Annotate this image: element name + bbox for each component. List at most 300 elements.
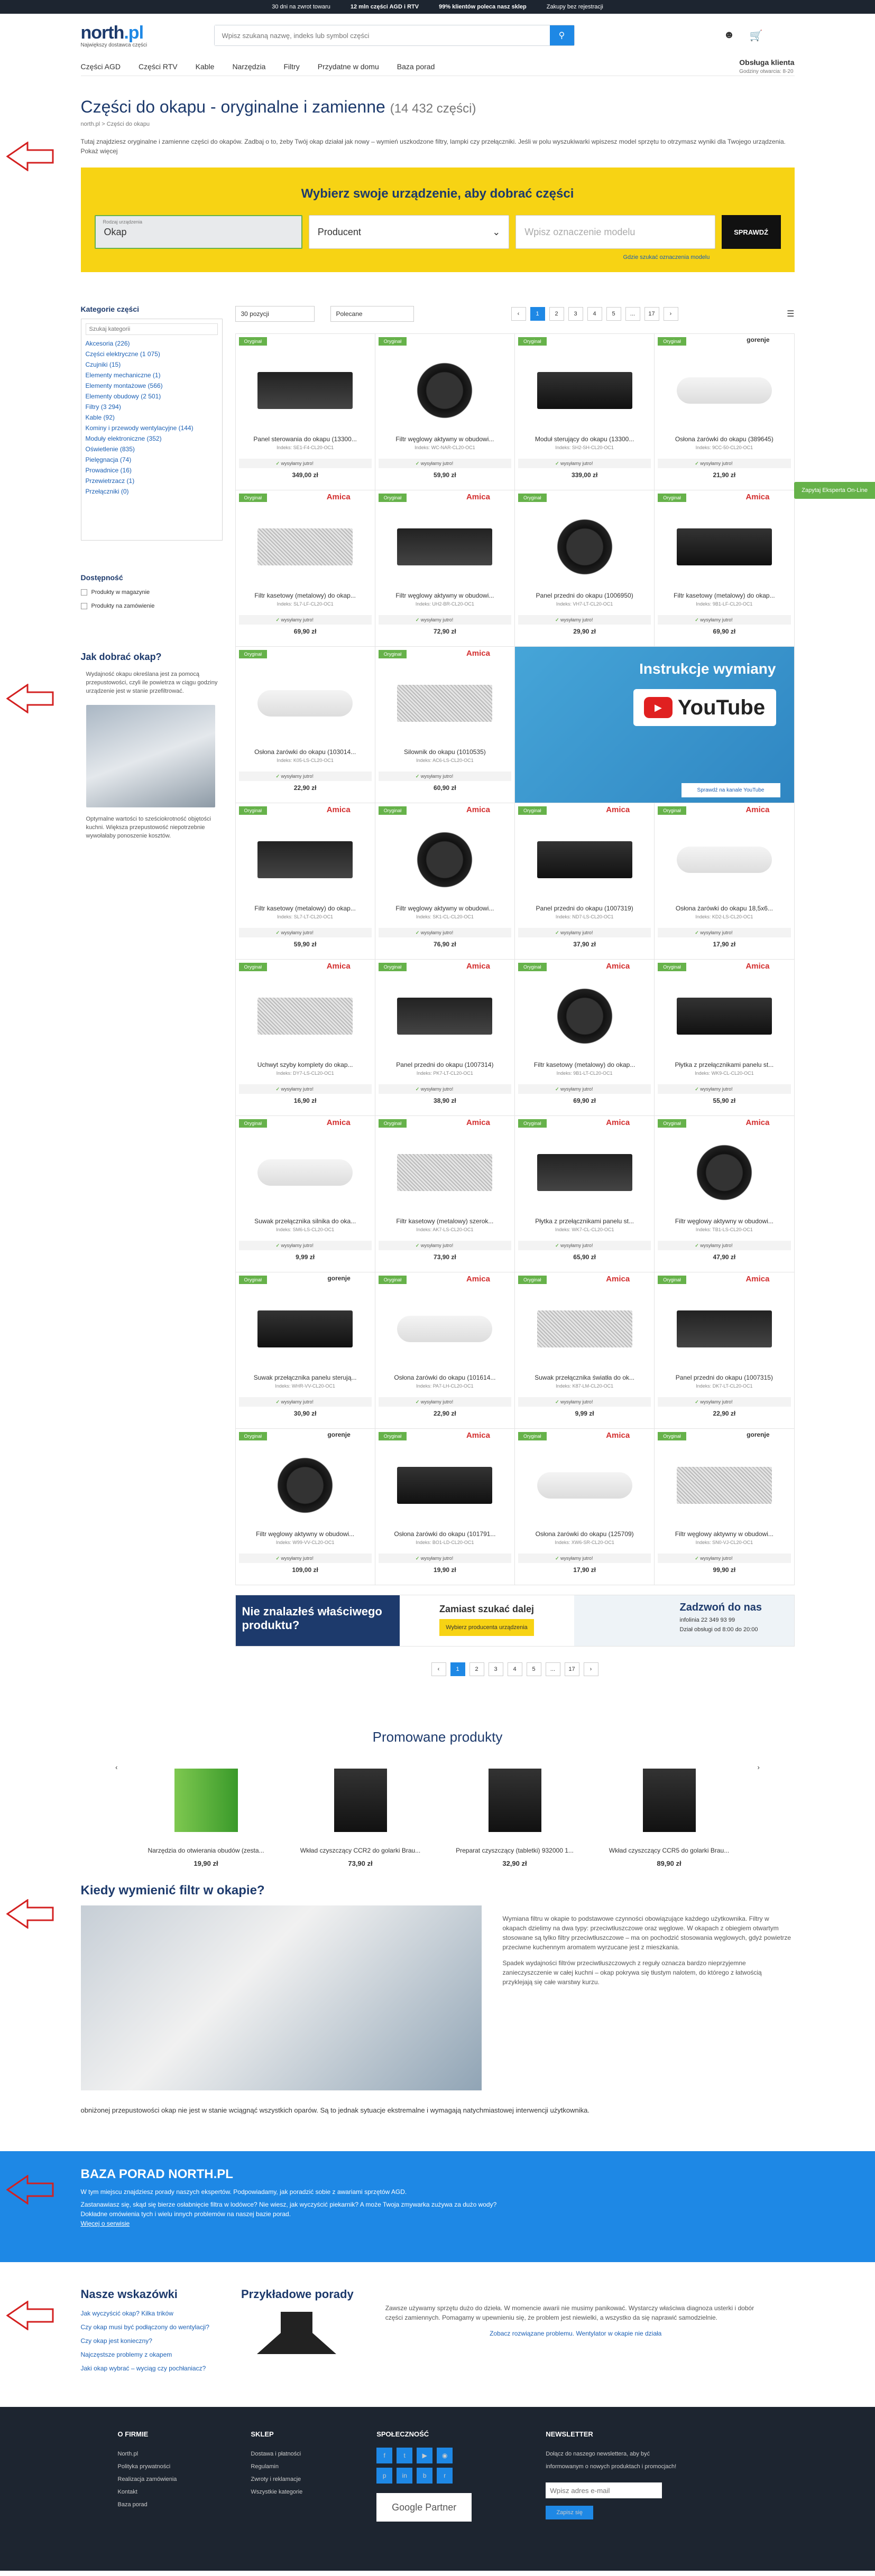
promoted-product-card[interactable] (294, 1763, 427, 1867)
phone-number[interactable]: infolinia 22 349 93 99 (679, 1617, 735, 1623)
product-image[interactable] (244, 820, 366, 899)
original-badge: Oryginał (518, 337, 547, 346)
product-card[interactable] (236, 1272, 375, 1429)
not-found-banner (235, 1595, 795, 1647)
product-card[interactable] (375, 1272, 515, 1429)
original-badge: Oryginał (239, 337, 268, 346)
check-icon: ✓ (695, 461, 701, 466)
footer-link[interactable]: Zwroty i reklamacje (251, 2476, 301, 2482)
product-card[interactable] (655, 334, 794, 490)
expert-chat-button[interactable]: Zapytaj Eksperta On-Line (794, 482, 875, 499)
brand-logo: Amica (466, 649, 490, 658)
product-name[interactable]: Płytka z przełącznikami panelu st... (675, 1061, 774, 1068)
facebook-icon[interactable]: f (376, 2448, 392, 2463)
tip-link[interactable]: Czy okap jest konieczny? (80, 2337, 152, 2345)
play-icon: ▶ (644, 697, 673, 718)
nav-item-filtry[interactable]: Filtry (283, 62, 300, 71)
product-image[interactable] (384, 1289, 506, 1369)
product-name[interactable]: Filtr kasetowy (metalowy) do okap... (674, 592, 775, 599)
product-name[interactable]: Osłona żarówki do okapu (101614... (394, 1374, 496, 1381)
product-name[interactable]: Osłona żarówki do okapu (101791... (394, 1530, 496, 1538)
product-name[interactable]: Filtr kasetowy (metalowy) szerok... (396, 1217, 494, 1225)
footer-link[interactable]: North.pl (117, 2451, 139, 2457)
product-image[interactable] (523, 1133, 646, 1212)
category-item[interactable]: Kominy i przewody wentylacyjne (144) (85, 424, 194, 432)
product-index-value: KD2-LS-CL20-OC1 (712, 914, 753, 919)
product-card[interactable] (655, 1272, 794, 1429)
product-index: Indeks: SN0-VJ-CL20-OC1 (695, 1540, 753, 1545)
topbar-item: 99% klientów poleca nasz sklep (439, 4, 527, 10)
product-name[interactable]: Silownik do okapu (1010535) (403, 748, 486, 756)
product-card[interactable] (655, 490, 794, 647)
page-button[interactable]: 5 (527, 1662, 541, 1676)
page-button[interactable]: ... (625, 307, 640, 321)
tips-title: Nasze wskazówki (80, 2287, 178, 2301)
product-shape (257, 1159, 353, 1186)
availability-label: wysyłamy jutro! (281, 1086, 314, 1092)
arrow-annotation (6, 142, 54, 171)
product-shape (257, 690, 353, 717)
brand-logo: Amica (745, 492, 770, 501)
product-name[interactable]: Panel przedni do okapu (1007314) (396, 1061, 494, 1068)
product-name[interactable]: Osłona żarówki do okapu (125709) (535, 1530, 634, 1538)
page-button[interactable]: 2 (469, 1662, 484, 1676)
list-view-icon[interactable]: ☰ (787, 310, 795, 319)
promoted-product-image (603, 1763, 735, 1837)
page-button[interactable]: 5 (606, 307, 621, 321)
product-image[interactable] (384, 507, 506, 587)
pinterest-icon[interactable]: p (376, 2468, 392, 2484)
product-card[interactable] (375, 490, 515, 647)
product-image[interactable] (523, 507, 646, 587)
check-icon: ✓ (275, 774, 281, 779)
per-page-select[interactable]: 30 pozycji (235, 306, 315, 322)
availability-info (379, 1554, 511, 1563)
newsletter-email-input[interactable] (546, 2482, 662, 2498)
product-card[interactable] (515, 1116, 655, 1272)
promoted-product-card[interactable] (449, 1763, 581, 1867)
product-card[interactable] (236, 803, 375, 960)
product-image[interactable] (384, 1446, 506, 1525)
original-badge: Oryginał (379, 494, 407, 502)
category-item[interactable]: Kable (92) (85, 414, 115, 421)
product-index-value: DY7-LS-CL20-OC1 (293, 1071, 334, 1076)
availability-label: wysyłamy jutro! (700, 1399, 733, 1405)
footer-link[interactable]: Realizacja zamówienia (117, 2476, 177, 2482)
footer-link[interactable]: Wszystkie kategorie (251, 2489, 303, 2495)
original-badge: Oryginał (379, 963, 407, 971)
prev-page-icon[interactable]: ‹ (431, 1662, 446, 1676)
availability-info (518, 615, 651, 625)
product-image[interactable] (663, 1133, 785, 1212)
product-card[interactable] (236, 334, 375, 490)
footer (0, 2407, 875, 2571)
product-card[interactable] (515, 334, 655, 490)
product-name[interactable]: Płytka z przełącznikami panelu st... (535, 1217, 634, 1225)
original-badge: Oryginał (518, 1119, 547, 1128)
product-index-value: XW6-SR-CL20-OC1 (571, 1540, 614, 1545)
pagination (511, 307, 678, 321)
availability-info (658, 1554, 790, 1563)
product-image[interactable] (244, 351, 366, 430)
check-button[interactable]: SPRAWDŹ (722, 215, 781, 249)
page-button[interactable]: 4 (508, 1662, 522, 1676)
youtube-icon[interactable]: ▶ (417, 2448, 432, 2463)
page-button[interactable]: 2 (549, 307, 564, 321)
nav-item-baza[interactable]: Baza porad (397, 62, 435, 71)
brand-logo: Amica (326, 805, 351, 814)
product-price: 73,90 zł (434, 1253, 456, 1261)
product-card[interactable] (655, 803, 794, 960)
carousel-prev-icon[interactable]: ‹ (115, 1763, 118, 1771)
linkedin-icon[interactable]: in (397, 2468, 412, 2484)
product-name[interactable]: Filtr węglowy aktywny w obudowi... (256, 1530, 355, 1538)
logo[interactable] (81, 23, 187, 48)
device-finder (81, 168, 795, 272)
product-shape (677, 528, 772, 565)
footer-link[interactable]: Regulamin (251, 2463, 279, 2470)
product-name[interactable]: Filtr kasetowy (metalowy) do okap... (533, 1061, 635, 1068)
page-button[interactable]: 3 (568, 307, 583, 321)
availability-info (518, 1554, 651, 1563)
help-hours: Godziny otwarcia: 8-20 (739, 69, 794, 75)
newsletter-text: Dołącz do naszego newslettera, aby być informowanym o nowych produktach i promocjach! (546, 2451, 677, 2470)
product-card[interactable] (515, 1429, 655, 1585)
prev-page-icon[interactable]: ‹ (511, 307, 526, 321)
next-page-icon[interactable]: › (664, 307, 678, 321)
product-image[interactable] (384, 820, 506, 899)
page-button[interactable]: 3 (489, 1662, 503, 1676)
not-found-title: Nie znalazłeś właściwego produktu? (236, 1595, 400, 1646)
product-card[interactable] (515, 490, 655, 647)
promoted-product-name[interactable]: Narzędzia do otwierania obudów (zesta... (148, 1847, 264, 1854)
filter-on-order[interactable]: Produkty na zamówienie (81, 603, 223, 609)
nav-item-przydatne[interactable]: Przydatne w domu (317, 62, 379, 71)
product-card[interactable] (515, 803, 655, 960)
product-name[interactable]: Panel sterowania do okapu (13300... (253, 435, 357, 443)
product-name[interactable]: Filtr węglowy aktywny w obudowi... (675, 1530, 773, 1538)
call-hours: Dział obsługi od 8:00 do 20:00 (679, 1626, 758, 1633)
product-shape (397, 528, 492, 565)
category-item[interactable]: Elementy montażowe (566) (85, 382, 163, 389)
product-price: 59,90 zł (293, 941, 317, 948)
page-button[interactable]: 17 (565, 1662, 579, 1676)
product-card[interactable] (375, 647, 515, 803)
product-card[interactable] (515, 1272, 655, 1429)
availability-label: wysyłamy jutro! (420, 930, 454, 935)
check-icon: ✓ (415, 617, 421, 622)
check-icon: ✓ (275, 1399, 281, 1405)
product-card[interactable] (515, 960, 655, 1116)
baza-link[interactable]: Więcej o serwisie (80, 2220, 130, 2227)
device-type-select[interactable]: Rodzaj urządzenia Okap (95, 215, 302, 249)
product-image[interactable] (244, 1446, 366, 1525)
baza-title: BAZA PORAD NORTH.PL (80, 2167, 233, 2181)
category-item[interactable]: Czujniki (15) (85, 361, 121, 368)
producer-select[interactable]: Producent ⌄ (309, 215, 509, 249)
availability-info (379, 1084, 511, 1094)
google-partner-badge: Google Partner (376, 2493, 472, 2522)
product-shape (397, 1467, 492, 1504)
brand-logo: Amica (606, 962, 630, 971)
product-name[interactable]: Osłona żarówki do okapu (103014... (254, 748, 356, 756)
example-link[interactable]: Zobacz rozwiązane problemu. Wentylator w okapie nie działa (490, 2330, 662, 2337)
search-input[interactable] (215, 25, 550, 45)
availability-label: wysyłamy jutro! (700, 617, 733, 622)
original-badge: Oryginał (379, 650, 407, 658)
choose-producer-button[interactable]: Wybierz producenta urządzenia (439, 1619, 534, 1636)
product-price: 47,90 zł (713, 1253, 736, 1261)
product-card[interactable] (375, 1116, 515, 1272)
arrow-annotation (6, 2175, 54, 2205)
sort-select[interactable]: Polecane (330, 306, 414, 322)
example-column (241, 2287, 354, 2375)
product-card[interactable] (375, 1429, 515, 1585)
product-image[interactable] (523, 820, 646, 899)
availability-label: wysyłamy jutro! (560, 1399, 593, 1405)
promoted-product-name[interactable]: Wkład czyszczący CCR5 do golarki Brau... (609, 1847, 730, 1854)
original-badge: Oryginał (658, 1432, 686, 1440)
product-image[interactable] (244, 1133, 366, 1212)
category-item[interactable]: Elementy mechaniczne (1) (85, 371, 161, 379)
category-item[interactable]: Elementy obudowy (2 501) (85, 393, 161, 400)
check-icon: ✓ (555, 1556, 561, 1561)
product-image[interactable] (663, 507, 785, 587)
blog-icon[interactable]: b (417, 2468, 432, 2484)
product-index: Indeks: DK7-LT-CL20-OC1 (696, 1383, 753, 1389)
page-button[interactable]: 4 (587, 307, 602, 321)
topbar-item: Zakupy bez rejestracji (546, 4, 603, 10)
product-image[interactable] (663, 1289, 785, 1369)
checkbox-icon (81, 603, 87, 609)
availability-label: wysyłamy jutro! (420, 1399, 454, 1405)
product-image[interactable] (523, 351, 646, 430)
original-badge: Oryginał (239, 1432, 268, 1440)
category-item[interactable]: Pielęgnacja (74) (85, 456, 132, 463)
product-name[interactable]: Filtr węglowy aktywny w obudowi... (395, 435, 494, 443)
product-name[interactable]: Filtr kasetowy (metalowy) do okap... (254, 592, 356, 599)
product-name[interactable]: Osłona żarówki do okapu 18,5x6... (675, 905, 773, 912)
product-image[interactable] (523, 1289, 646, 1369)
product-image[interactable] (244, 664, 366, 743)
product-name[interactable]: Filtr węglowy aktywny w obudowi... (395, 905, 494, 912)
product-name[interactable]: Osłona żarówki do okapu (389645) (675, 435, 773, 443)
product-price: 30,90 zł (293, 1410, 317, 1417)
instagram-icon[interactable]: ◉ (437, 2448, 453, 2463)
search-button[interactable] (550, 25, 574, 45)
cart-icon[interactable]: 🛒 (749, 30, 763, 42)
promoted-product-price: 32,90 zł (502, 1859, 527, 1867)
product-image[interactable] (244, 1289, 366, 1369)
user-icon[interactable]: ☻ (723, 29, 735, 41)
promoted-product-price: 73,90 zł (348, 1859, 373, 1867)
product-shape (257, 998, 353, 1035)
customer-service[interactable] (739, 58, 794, 75)
promoted-product-name[interactable]: Preparat czyszczący (tabletki) 932000 1... (456, 1847, 574, 1854)
product-name[interactable]: Suwak przełącznika panelu sterują... (253, 1374, 357, 1381)
check-icon: ✓ (415, 1399, 421, 1405)
product-name[interactable]: Moduł sterujący do okapu (13300... (535, 435, 634, 443)
product-image[interactable] (384, 977, 506, 1056)
page-button[interactable]: ... (546, 1662, 560, 1676)
footer-link[interactable]: Dostawa i płatności (251, 2451, 301, 2457)
subscribe-button[interactable]: Zapisz się (546, 2506, 593, 2519)
category-item[interactable]: Oświetlenie (835) (85, 445, 135, 453)
nav-item-rtv[interactable]: Części RTV (138, 62, 178, 71)
product-shape (537, 1310, 632, 1347)
product-index: Indeks: SE1-F4-CL20-OC1 (277, 445, 334, 450)
tip-link[interactable]: Jak wyczyścić okap? Kilka trików (80, 2310, 173, 2317)
product-price: 59,90 zł (434, 471, 456, 479)
carousel-next-icon[interactable]: › (757, 1763, 760, 1771)
product-image[interactable] (663, 977, 785, 1056)
product-image[interactable] (663, 1446, 785, 1525)
product-name[interactable]: Panel przedni do okapu (1007319) (536, 905, 633, 912)
availability-info (239, 1554, 372, 1563)
rss-icon[interactable]: r (437, 2468, 453, 2484)
promoted-product-image (140, 1763, 272, 1837)
model-help-link[interactable]: Gdzie szukać oznaczenia modelu (623, 254, 710, 261)
availability-title: Dostępność (80, 573, 123, 582)
product-index: Indeks: SK1-CL-CL20-OC1 (416, 914, 474, 919)
promoted-product-card[interactable] (603, 1763, 735, 1867)
footer-link[interactable]: Baza porad (117, 2501, 148, 2508)
tip-link[interactable]: Najczęstsze problemy z okapem (80, 2351, 172, 2358)
product-name[interactable]: Suwak przełącznika silnika do oka... (254, 1217, 356, 1225)
product-card[interactable] (236, 490, 375, 647)
product-name[interactable]: Filtr kasetowy (metalowy) do okap... (254, 905, 356, 912)
product-image[interactable] (523, 1446, 646, 1525)
original-badge: Oryginał (239, 650, 268, 658)
category-search-input[interactable] (86, 323, 218, 335)
category-item[interactable]: Części elektryczne (1 075) (85, 350, 160, 358)
nav-item-agd[interactable]: Części AGD (80, 62, 121, 71)
product-shape (413, 828, 476, 891)
filter-in-stock[interactable]: Produkty w magazynie (81, 589, 223, 596)
product-image[interactable] (244, 507, 366, 587)
availability-info (658, 1241, 790, 1250)
product-card[interactable] (375, 803, 515, 960)
category-item[interactable]: Moduły elektroniczne (352) (85, 435, 162, 442)
promoted-product-card[interactable] (140, 1763, 272, 1867)
original-badge: Oryginał (518, 1276, 547, 1284)
availability-info (379, 459, 511, 468)
availability-info (658, 1397, 790, 1407)
product-image[interactable] (244, 977, 366, 1056)
check-icon: ✓ (415, 1556, 421, 1561)
check-icon: ✓ (415, 461, 421, 466)
howto-text: Wydajność okapu określana jest za pomocą przepustowości, czyli ile powietrza w ciągu godziny urządzenie jest w stanie przefiltrować. (86, 671, 218, 694)
product-price: 69,90 zł (293, 628, 317, 635)
twitter-icon[interactable]: t (397, 2448, 412, 2463)
product-image[interactable] (384, 1133, 506, 1212)
category-item[interactable]: Prowadnice (16) (85, 467, 132, 474)
product-name[interactable]: Panel przedni do okapu (1007315) (675, 1374, 773, 1381)
footer-link[interactable]: Kontakt (117, 2489, 137, 2495)
availability-label: wysyłamy jutro! (560, 1243, 593, 1248)
nav-item-kable[interactable]: Kable (195, 62, 215, 71)
check-icon: ✓ (275, 617, 281, 622)
product-index-value: VH7-LT-CL20-OC1 (573, 601, 613, 607)
product-price: 29,90 zł (573, 628, 596, 635)
availability-label: wysyłamy jutro! (281, 774, 314, 779)
product-card[interactable] (655, 1116, 794, 1272)
category-item[interactable]: Filtry (3 294) (85, 403, 121, 411)
brand-logo: Amica (606, 1431, 630, 1440)
product-shape (273, 1454, 337, 1517)
original-badge: Oryginał (658, 806, 686, 815)
nav-item-narzedzia[interactable]: Narzędzia (232, 62, 266, 71)
category-item[interactable]: Przełączniki (0) (85, 488, 129, 495)
availability-label: wysyłamy jutro! (560, 930, 593, 935)
product-card[interactable] (236, 960, 375, 1116)
topbar-item: 12 mln części AGD i RTV (350, 4, 419, 10)
product-card[interactable] (236, 647, 375, 803)
model-input[interactable]: Wpisz oznaczenie modelu (515, 215, 715, 249)
product-card[interactable] (655, 1429, 794, 1585)
check-icon: ✓ (275, 461, 281, 466)
tip-link[interactable]: Jaki okap wybrać – wyciąg czy pochłaniacz? (80, 2365, 206, 2372)
availability-label: wysyłamy jutro! (700, 1086, 733, 1092)
availability-label: wysyłamy jutro! (560, 461, 593, 466)
product-name[interactable]: Filtr węglowy aktywny w obudowi... (395, 592, 494, 599)
product-image[interactable] (663, 820, 785, 899)
product-card[interactable] (375, 334, 515, 490)
product-image[interactable] (523, 977, 646, 1056)
product-name[interactable]: Filtr węglowy aktywny w obudowi... (675, 1217, 773, 1225)
product-card[interactable] (655, 960, 794, 1116)
product-card[interactable] (236, 1429, 375, 1585)
product-card[interactable] (375, 960, 515, 1116)
product-shape (413, 359, 476, 422)
product-image[interactable] (384, 351, 506, 430)
product-shape (257, 528, 353, 565)
product-index-value: SL7-LF-CL20-OC1 (293, 601, 334, 607)
top-info-bar (0, 0, 875, 14)
availability-label: wysyłamy jutro! (420, 1086, 454, 1092)
product-name[interactable]: Suwak przełącznika światła do ok... (535, 1374, 634, 1381)
category-item[interactable]: Akcesoria (226) (85, 340, 130, 347)
product-image[interactable] (663, 351, 785, 430)
page-button[interactable]: 1 (530, 307, 545, 321)
product-index: Indeks: KD2-LS-CL20-OC1 (695, 914, 753, 919)
breadcrumb[interactable]: north.pl > Części do okapu (80, 121, 150, 127)
check-icon: ✓ (555, 1086, 561, 1092)
next-page-icon[interactable]: › (584, 1662, 598, 1676)
availability-info (239, 459, 372, 468)
product-name[interactable]: Panel przedni do okapu (1006950) (536, 592, 633, 599)
product-index: Indeks: XW6-SR-CL20-OC1 (555, 1540, 614, 1545)
product-price: 109,00 zł (292, 1566, 318, 1574)
product-name[interactable]: Uchwyt szyby komplety do okap... (257, 1061, 353, 1068)
footer-link[interactable]: Polityka prywatności (117, 2463, 171, 2470)
product-image[interactable] (384, 664, 506, 743)
page-button[interactable]: 1 (450, 1662, 465, 1676)
availability-info (379, 1397, 511, 1407)
youtube-promo-tile[interactable] (515, 647, 795, 803)
original-badge: Oryginał (239, 806, 268, 815)
page-button[interactable]: 17 (644, 307, 659, 321)
youtube-link[interactable]: Sprawdź na kanale YouTube (681, 783, 780, 797)
promoted-title: Promowane produkty (372, 1729, 503, 1745)
promoted-product-name[interactable]: Wkład czyszczący CCR2 do golarki Brau... (300, 1847, 421, 1854)
category-item[interactable]: Przewietrzacz (1) (85, 477, 135, 485)
product-index: Indeks: W99-VV-CL20-OC1 (275, 1540, 335, 1545)
product-card[interactable] (236, 1116, 375, 1272)
product-shape (677, 1467, 772, 1504)
original-badge: Oryginał (658, 337, 686, 346)
tip-link[interactable]: Czy okap musi być podłączony do wentylacji? (80, 2323, 209, 2331)
